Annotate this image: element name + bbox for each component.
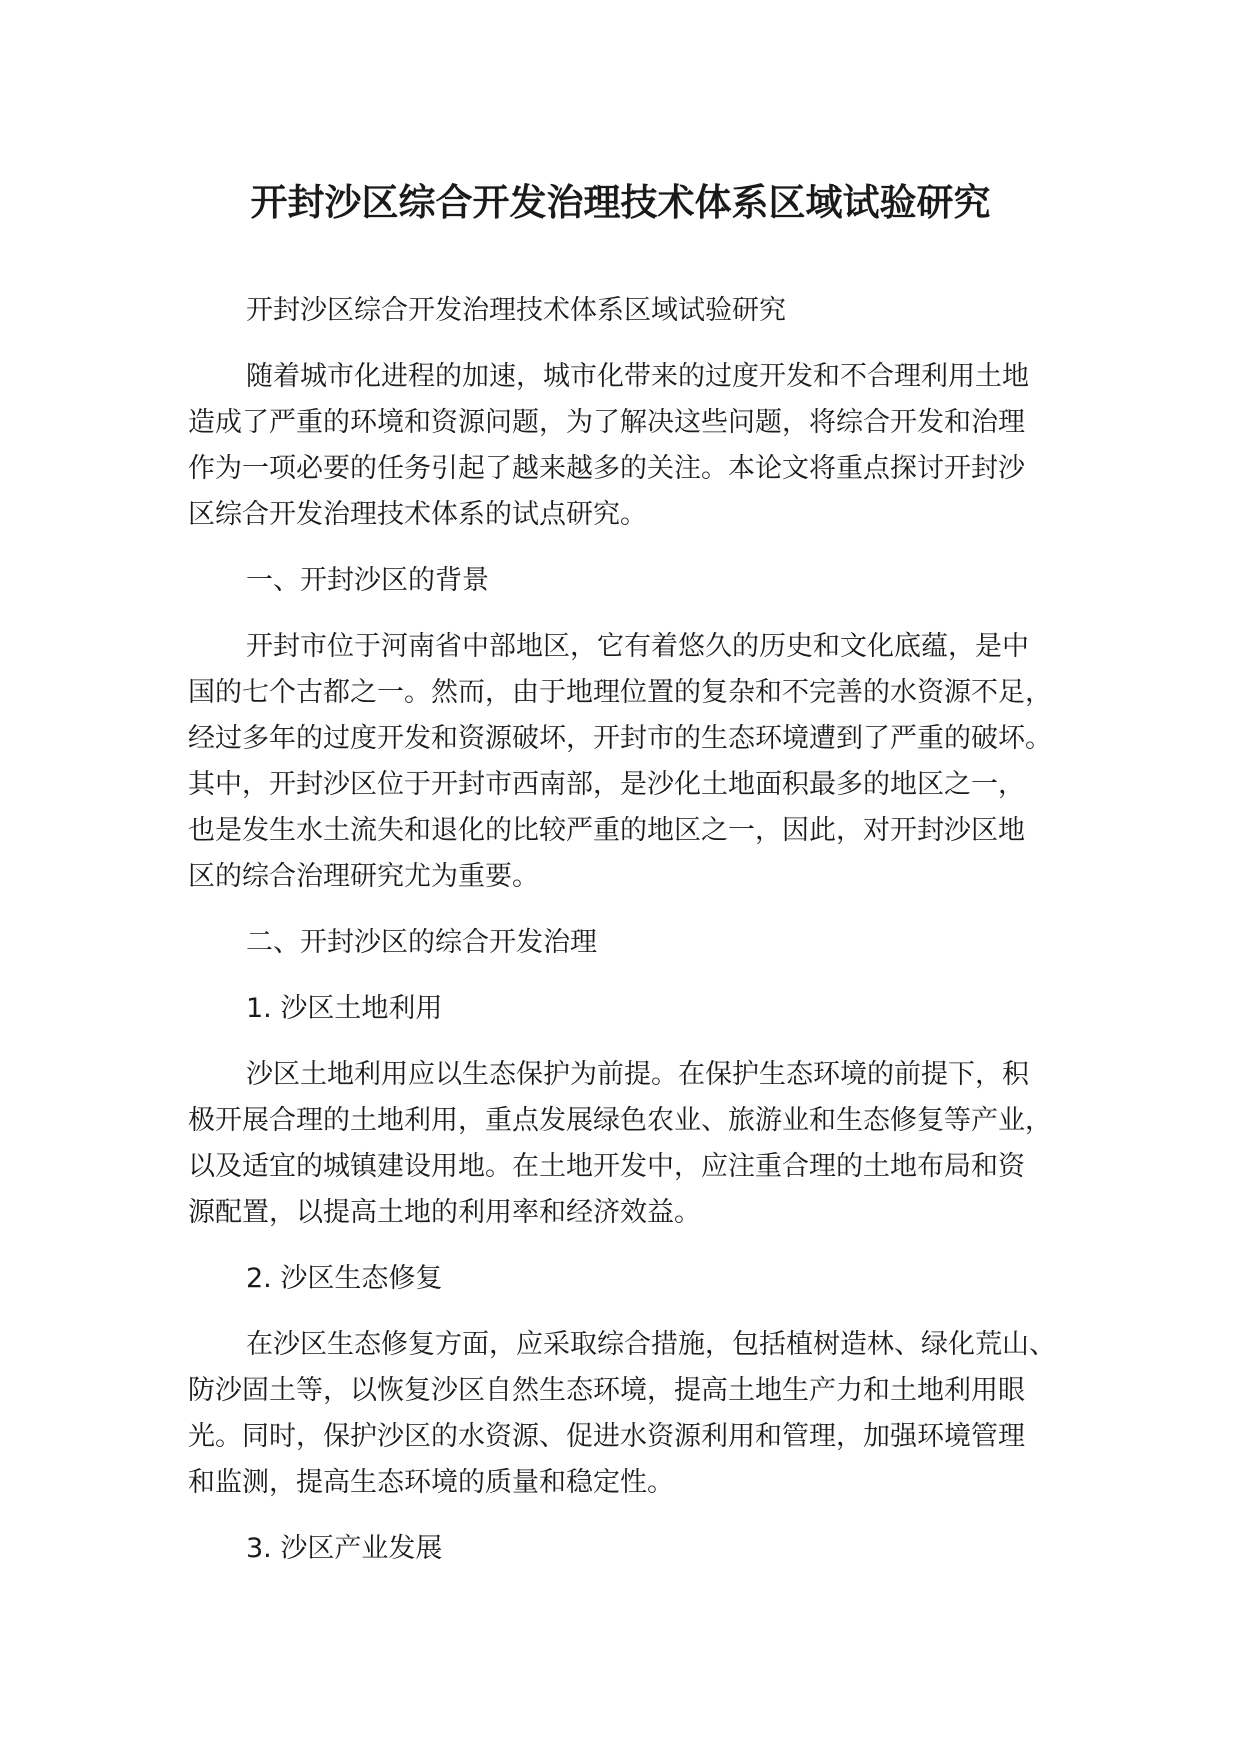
paragraph-line: 沙区土地利用应以生态保护为前提。在保护生态环境的前提下，积	[246, 1059, 1029, 1090]
subsection-heading-industry-development: 3. 沙区产业发展	[246, 1533, 443, 1564]
paragraph-line: 和监测，提高生态环境的质量和稳定性。	[188, 1467, 674, 1498]
paragraph-line: 区的综合治理研究尤为重要。	[188, 861, 539, 892]
paragraph-line: 极开展合理的土地利用，重点发展绿色农业、旅游业和生态修复等产业，	[188, 1105, 1052, 1136]
section-heading-development: 二、开封沙区的综合开发治理	[246, 927, 597, 958]
section-heading-background: 一、开封沙区的背景	[246, 565, 489, 596]
paragraph-line: 源配置，以提高土地的利用率和经济效益。	[188, 1197, 701, 1228]
ecological-restoration-paragraph	[188, 1322, 1088, 1506]
intro-paragraph	[188, 354, 1088, 538]
land-use-paragraph	[188, 1052, 1088, 1236]
paragraph-line: 经过多年的过度开发和资源破坏，开封市的生态环境遭到了严重的破坏。	[188, 723, 1052, 754]
document-title: 开封沙区综合开发治理技术体系区域试验研究	[250, 181, 991, 224]
subsection-heading-ecological-restoration: 2. 沙区生态修复	[246, 1263, 443, 1294]
paragraph-line: 其中，开封沙区位于开封市西南部，是沙化土地面积最多的地区之一，	[188, 769, 1025, 800]
paragraph-line: 在沙区生态修复方面，应采取综合措施，包括植树造林、绿化荒山、	[246, 1329, 1056, 1360]
paragraph-line: 光。同时，保护沙区的水资源、促进水资源利用和管理，加强环境管理	[188, 1421, 1025, 1452]
paragraph-line: 区综合开发治理技术体系的试点研究。	[188, 499, 647, 530]
paragraph-line: 造成了严重的环境和资源问题，为了解决这些问题，将综合开发和治理	[188, 407, 1025, 438]
paragraph-line: 国的七个古都之一。然而，由于地理位置的复杂和不完善的水资源不足，	[188, 677, 1052, 708]
background-paragraph	[188, 624, 1088, 900]
paragraph-line: 作为一项必要的任务引起了越来越多的关注。本论文将重点探讨开封沙	[188, 453, 1025, 484]
document-subtitle: 开封沙区综合开发治理技术体系区域试验研究	[246, 295, 786, 326]
paragraph-line: 开封市位于河南省中部地区，它有着悠久的历史和文化底蕴，是中	[246, 631, 1029, 662]
paragraph-line: 也是发生水土流失和退化的比较严重的地区之一，因此，对开封沙区地	[188, 815, 1025, 846]
paragraph-line: 防沙固土等，以恢复沙区自然生态环境，提高土地生产力和土地利用眼	[188, 1375, 1025, 1406]
subsection-heading-land-use: 1. 沙区土地利用	[246, 993, 443, 1024]
paragraph-line: 随着城市化进程的加速，城市化带来的过度开发和不合理利用土地	[246, 361, 1029, 392]
paragraph-line: 以及适宜的城镇建设用地。在土地开发中，应注重合理的土地布局和资	[188, 1151, 1025, 1182]
document-body	[188, 288, 1088, 1592]
